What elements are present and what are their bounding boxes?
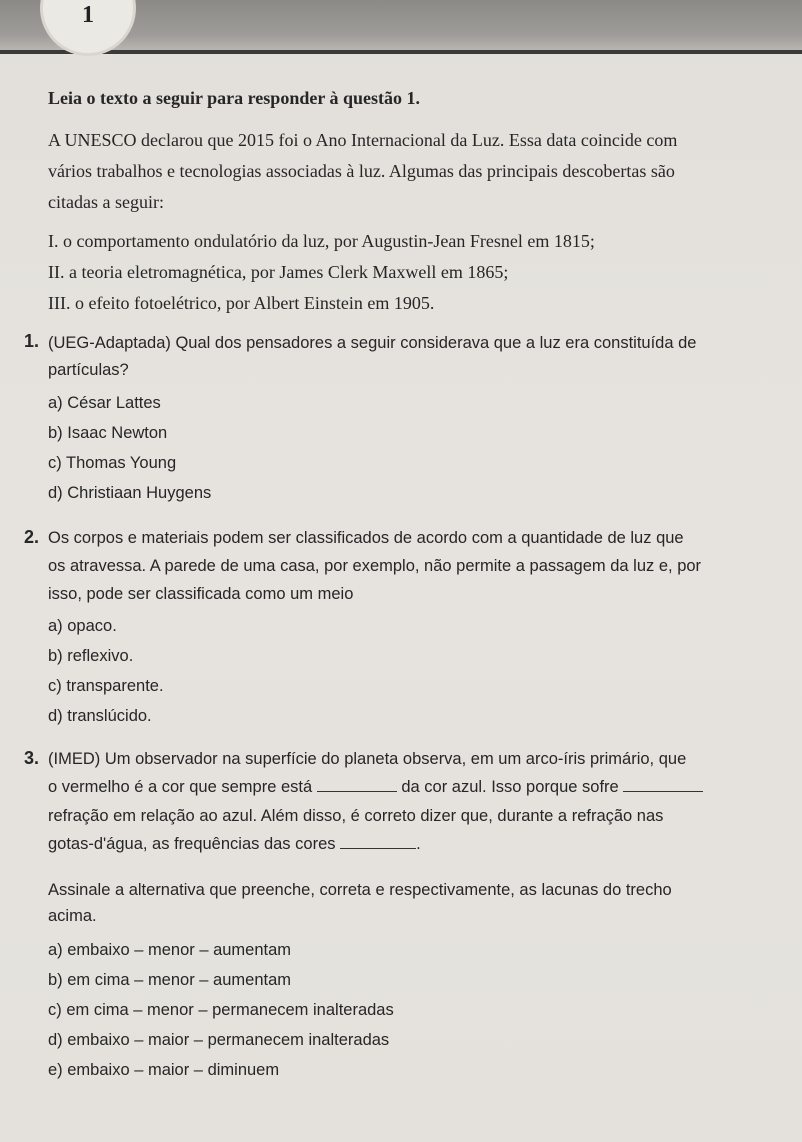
answer-option[interactable]: d) Christiaan Huygens — [48, 484, 212, 502]
intro-item: II. a teoria eletromagnética, por James Clerk Maxwell em 1865; — [48, 262, 509, 282]
answer-option[interactable]: e) embaixo – maior – diminuem — [48, 1061, 280, 1079]
question-text: o vermelho é a cor que sempre está — [48, 778, 313, 796]
answer-option[interactable]: c) em cima – menor – permanecem inalteradas — [48, 1001, 394, 1019]
answer-option[interactable]: b) em cima – menor – aumentam — [48, 971, 292, 989]
answer-option[interactable]: a) César Lattes — [48, 394, 161, 412]
intro-item: I. o comportamento ondulatório da luz, por Augustin-Jean Fresnel em 1815; — [48, 231, 595, 251]
question-text: . — [416, 835, 421, 853]
question-text: (IMED) Um observador na superfície do planeta observa, em um arco-íris primário, que — [48, 750, 687, 768]
answer-blank — [623, 777, 703, 792]
intro-instruction: Leia o texto a seguir para responder à questão 1. — [48, 88, 420, 108]
question-number: 2. — [24, 527, 40, 547]
intro-paragraph-line: citadas a seguir: — [48, 192, 164, 212]
answer-option[interactable]: a) opaco. — [48, 617, 117, 635]
question-text: os atravessa. A parede de uma casa, por exemplo, não permite a passagem da luz e, por — [48, 557, 702, 575]
answer-option[interactable]: a) embaixo – menor – aumentam — [48, 941, 292, 959]
question-text-with-blanks — [48, 777, 703, 797]
intro-item: III. o efeito fotoelétrico, por Albert Einstein em 1905. — [48, 293, 435, 313]
answer-blank — [317, 777, 397, 792]
question-text-with-blanks — [48, 834, 421, 854]
question-text: partículas? — [48, 361, 129, 379]
question-number: 1. — [24, 331, 40, 351]
intro-paragraph-line: vários trabalhos e tecnologias associadas à luz. Algumas das principais descobertas são — [48, 161, 675, 181]
answer-option[interactable]: c) Thomas Young — [48, 454, 177, 472]
answer-option[interactable]: d) translúcido. — [48, 707, 152, 725]
intro-paragraph-line: A UNESCO declarou que 2015 foi o Ano Internacional da Luz. Essa data coincide com — [48, 130, 678, 150]
question-instruction: Assinale a alternativa que preenche, correta e respectivamente, as lacunas do trecho — [48, 881, 672, 899]
question-text: Os corpos e materiais podem ser classificados de acordo com a quantidade de luz que — [48, 529, 684, 547]
answer-blank — [340, 834, 416, 849]
answer-option[interactable]: b) reflexivo. — [48, 647, 134, 665]
question-text: da cor azul. Isso porque sofre — [401, 778, 619, 796]
question-instruction: acima. — [48, 907, 97, 925]
page-number: 1 — [82, 2, 94, 28]
question-text: isso, pode ser classificada como um meio — [48, 585, 354, 603]
answer-option[interactable]: d) embaixo – maior – permanecem inalteradas — [48, 1031, 390, 1049]
answer-option[interactable]: c) transparente. — [48, 677, 164, 695]
answer-option[interactable]: b) Isaac Newton — [48, 424, 168, 442]
question-text: (UEG-Adaptada) Qual dos pensadores a seguir considerava que a luz era constituída de — [48, 334, 697, 352]
question-text: refração em relação ao azul. Além disso, é correto dizer que, durante a refração nas — [48, 807, 664, 825]
question-number: 3. — [24, 748, 40, 768]
question-text: gotas-d'água, as frequências das cores — [48, 835, 336, 853]
